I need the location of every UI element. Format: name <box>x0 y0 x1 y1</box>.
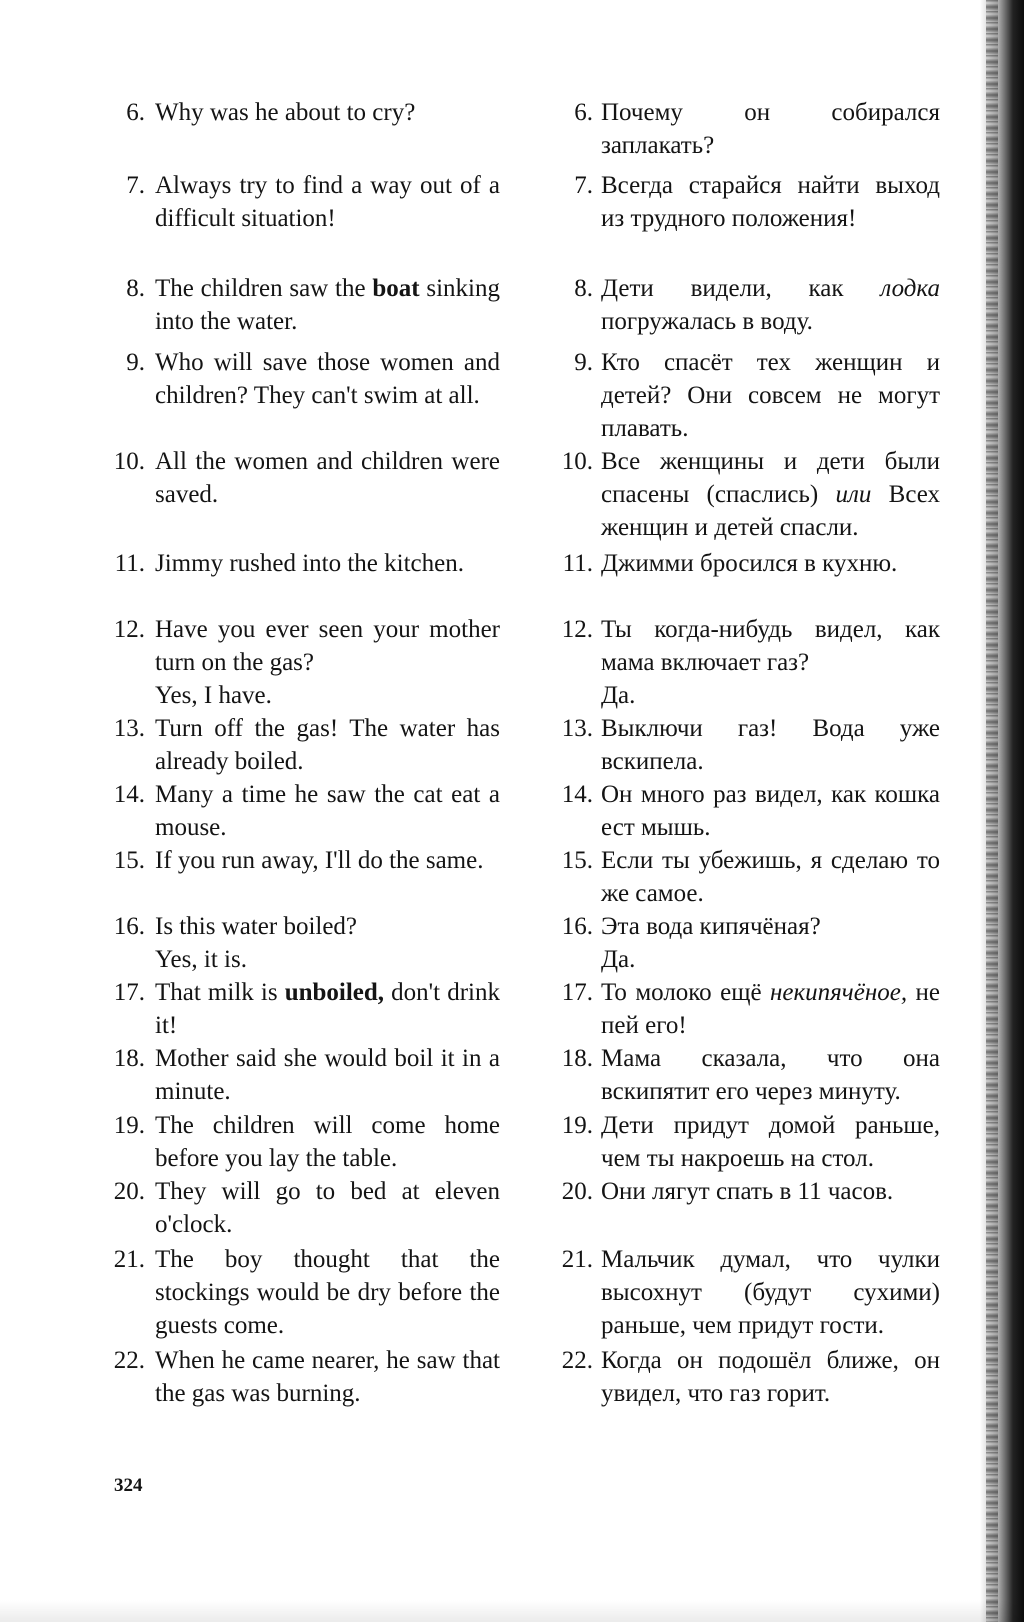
sentence-text: Is this water boiled? <box>155 913 358 940</box>
sentence-number: 18. <box>561 1045 593 1072</box>
english-sentence-15 <box>100 844 500 877</box>
bold-word: unboiled, <box>284 979 385 1006</box>
sentence-number: 21. <box>113 1246 145 1273</box>
sentence-text: Always try to find a way out of a difficult situation! <box>155 172 500 232</box>
english-sentence-6 <box>100 96 500 129</box>
russian-sentence-17 <box>548 976 940 1042</box>
russian-sentence-20 <box>548 1175 940 1208</box>
text-after: sinking into the water. <box>155 275 501 335</box>
italic-word: лодка <box>880 275 940 302</box>
sentence-text: Когда он подошёл ближе, он увидел, что газ горит. <box>601 1347 940 1407</box>
english-sentence-9 <box>100 346 500 412</box>
sentence-number: 22. <box>113 1347 145 1374</box>
bold-word: boat <box>372 275 420 302</box>
english-sentence-8 <box>100 272 500 338</box>
sentence-text <box>155 976 500 1042</box>
sentence-text: Они лягут спать в 11 часов. <box>601 1178 894 1205</box>
sentence-text: They will go to bed at eleven o'clock. <box>155 1178 500 1238</box>
text-before: То молоко ещё <box>601 979 770 1006</box>
english-sentence-22 <box>100 1344 500 1410</box>
sentence-text: Jimmy rushed into the kitchen. <box>155 550 464 577</box>
russian-sentence-22 <box>548 1344 940 1410</box>
english-sentence-13 <box>100 712 500 778</box>
sentence-text: Джимми бросился в кухню. <box>601 550 898 577</box>
russian-sentence-11 <box>548 547 940 580</box>
english-sentence-7 <box>100 169 500 235</box>
answer-text: Да. <box>601 946 636 973</box>
russian-sentence-6 <box>548 96 940 162</box>
sentence-text: Кто спасёт тех женщин и детей? Они совсем не могут плавать. <box>601 349 940 442</box>
sentence-text: Who will save those women and children? They can't swim at all. <box>155 349 500 409</box>
sentence-number: 17. <box>113 979 145 1006</box>
sentence-text <box>601 272 940 338</box>
sentence-number: 15. <box>113 847 145 874</box>
sentence-number: 13. <box>561 715 593 742</box>
russian-sentence-10 <box>548 445 940 544</box>
text-before: That milk is <box>155 979 285 1006</box>
sentence-text: The boy thought that the stockings would be dry before the guests come. <box>155 1246 500 1339</box>
sentence-text: Почему он собирался заплакать? <box>601 99 940 159</box>
text-after: don't drink it! <box>155 979 500 1039</box>
sentence-text: Ты когда-нибудь видел, как мама включает газ? <box>601 616 940 676</box>
text-before: Дети видели, как <box>601 275 881 302</box>
italic-word: или <box>835 481 872 508</box>
sentence-number: 11. <box>114 550 145 577</box>
russian-sentence-8 <box>548 272 940 338</box>
sentence-text <box>155 272 500 338</box>
sentence-number: 9. <box>574 349 593 376</box>
sentence-number: 6. <box>126 99 145 126</box>
page-number: 324 <box>114 1475 143 1496</box>
sentence-number: 7. <box>574 172 593 199</box>
sentence-number: 12. <box>561 616 593 643</box>
sentence-text: Мальчик думал, что чулки высохнут (будут сухими) раньше, чем придут гости. <box>601 1246 940 1339</box>
russian-sentence-15 <box>548 844 940 910</box>
russian-sentence-19 <box>548 1109 940 1175</box>
sentence-text: Если ты убежишь, я сделаю то же самое. <box>601 847 940 907</box>
sentence-number: 11. <box>562 550 593 577</box>
sentence-text: Эта вода кипячёная? <box>601 913 821 940</box>
sentence-number: 21. <box>561 1246 593 1273</box>
sentence-number: 20. <box>113 1178 145 1205</box>
russian-sentence-16 <box>548 910 940 976</box>
russian-sentence-18 <box>548 1042 940 1108</box>
sentence-number: 15. <box>561 847 593 874</box>
sentence-number: 14. <box>113 781 145 808</box>
sentence-number: 19. <box>113 1112 145 1139</box>
page-bottom-shade <box>0 1600 1024 1622</box>
sentence-text: All the women and children were saved. <box>155 448 500 508</box>
text-after: Всех женщин и детей спасли. <box>601 481 940 541</box>
russian-sentence-7 <box>548 169 940 235</box>
answer-text: Да. <box>601 682 636 709</box>
sentence-number: 10. <box>113 448 145 475</box>
book-spine-shadow <box>980 0 1024 1622</box>
english-sentence-12 <box>100 613 500 712</box>
text-before: The children saw the <box>155 275 373 302</box>
sentence-number: 13. <box>113 715 145 742</box>
sentence-text: Выключи газ! Вода уже вскипела. <box>601 715 940 775</box>
english-sentence-10 <box>100 445 500 511</box>
sentence-text <box>601 445 940 544</box>
sentence-number: 19. <box>561 1112 593 1139</box>
sentence-number: 6. <box>574 99 593 126</box>
sentence-number: 16. <box>561 913 593 940</box>
text-after: погружалась в воду. <box>601 308 813 335</box>
english-sentence-20 <box>100 1175 500 1241</box>
sentence-text: Turn off the gas! The water has already boiled. <box>155 715 500 775</box>
sentence-text: If you run away, I'll do the same. <box>155 847 484 874</box>
sentence-number: 8. <box>574 275 593 302</box>
sentence-number: 17. <box>561 979 593 1006</box>
english-sentence-11 <box>100 547 500 580</box>
sentence-text: Дети придут домой раньше, чем ты накроешь на стол. <box>601 1112 940 1172</box>
sentence-text: The children will come home before you lay the table. <box>155 1112 500 1172</box>
sentence-text: Всегда старайся найти выход из трудного положения! <box>601 172 940 232</box>
text-after: не пей его! <box>601 979 940 1039</box>
sentence-number: 8. <box>126 275 145 302</box>
answer-text: Yes, I have. <box>155 682 272 709</box>
sentence-number: 9. <box>126 349 145 376</box>
english-sentence-16 <box>100 910 500 976</box>
sentence-text: When he came nearer, he saw that the gas was burning. <box>155 1347 500 1407</box>
russian-sentence-9 <box>548 346 940 445</box>
italic-word: некипячёное, <box>769 979 908 1006</box>
sentence-number: 20. <box>561 1178 593 1205</box>
sentence-number: 10. <box>561 448 593 475</box>
sentence-number: 7. <box>126 172 145 199</box>
russian-sentence-13 <box>548 712 940 778</box>
english-sentence-21 <box>100 1243 500 1342</box>
russian-sentence-14 <box>548 778 940 844</box>
answer-text: Yes, it is. <box>155 946 247 973</box>
sentence-text: Мама сказала, что она вскипятит его через минуту. <box>601 1045 940 1105</box>
english-sentence-18 <box>100 1042 500 1108</box>
sentence-number: 18. <box>113 1045 145 1072</box>
sentence-text: Mother said she would boil it in a minute. <box>155 1045 500 1105</box>
russian-sentence-12 <box>548 613 940 712</box>
english-sentence-14 <box>100 778 500 844</box>
russian-sentence-21 <box>548 1243 940 1342</box>
sentence-number: 22. <box>561 1347 593 1374</box>
english-sentence-17 <box>100 976 500 1042</box>
english-sentence-19 <box>100 1109 500 1175</box>
sentence-text: Why was he about to cry? <box>155 99 416 126</box>
sentence-text: Many a time he saw the cat eat a mouse. <box>155 781 500 841</box>
sentence-number: 14. <box>561 781 593 808</box>
sentence-text: Have you ever seen your mother turn on the gas? <box>155 616 500 676</box>
text-before: Все женщины и дети были спасены (спаслись) <box>601 448 940 508</box>
sentence-text <box>601 976 940 1042</box>
sentence-text: Он много раз видел, как кошка ест мышь. <box>601 781 940 841</box>
sentence-number: 16. <box>113 913 145 940</box>
sentence-number: 12. <box>113 616 145 643</box>
